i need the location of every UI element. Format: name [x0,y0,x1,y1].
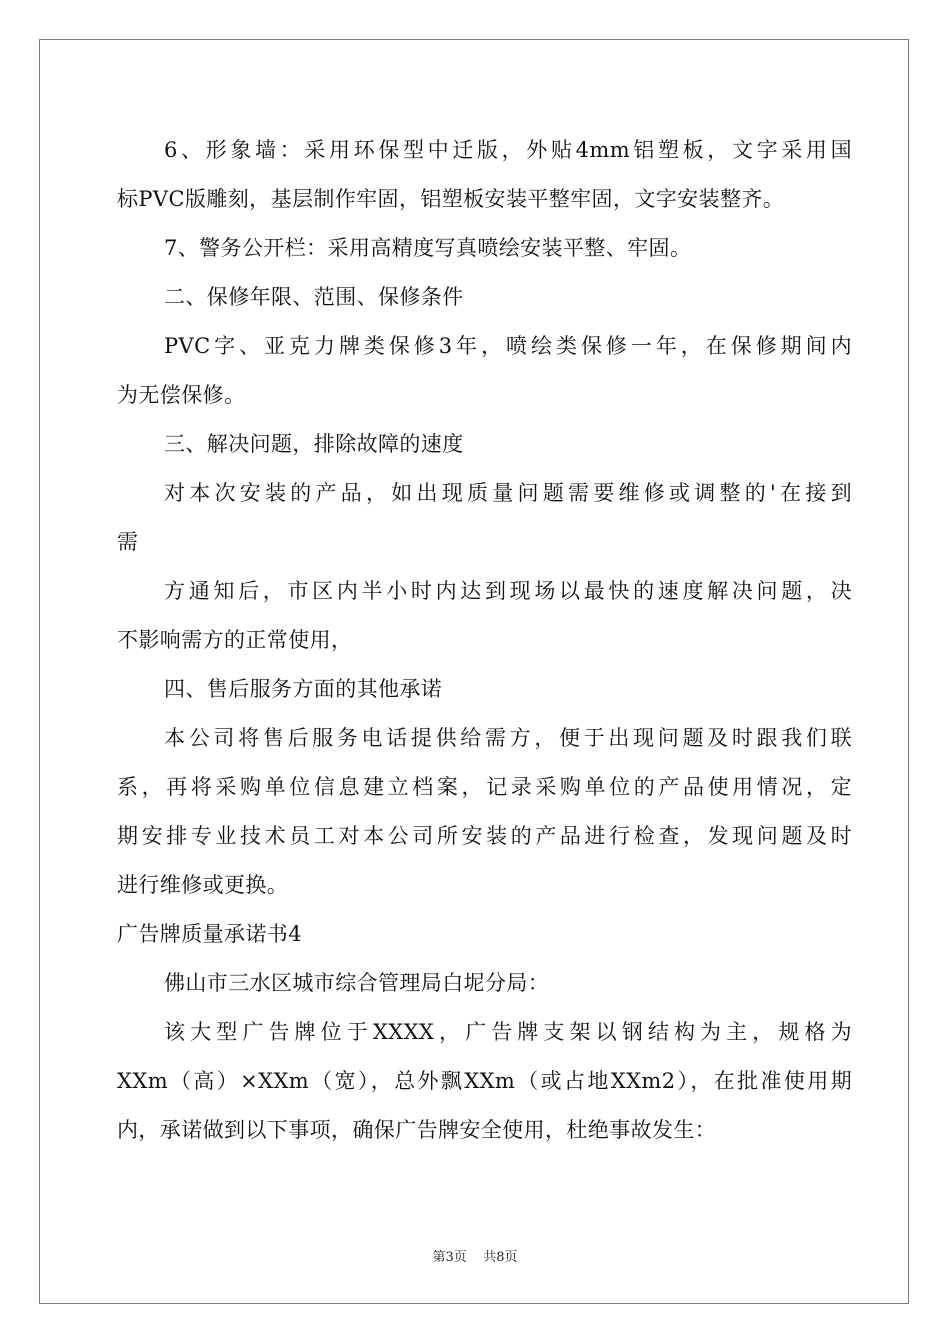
document-title: 广告牌质量承诺书4 [117,922,302,946]
paragraph-line: PVC字、亚克力牌类保修3年，喷绘类保修一年，在保修期间内 [164,334,852,358]
addressee-line: 佛山市三水区城市综合管理局白坭分局： [164,971,550,995]
paragraph-line: 进行维修或更换。 [117,873,289,897]
paragraph-line: 方通知后，市区内半小时内达到现场以最快的速度解决问题，决 [164,579,852,603]
paragraph-line: 系，再将采购单位信息建立档案，记录采购单位的产品使用情况，定 [117,775,852,799]
paragraph-line: 6、形象墙：采用环保型中迁版，外贴4mm铝塑板，文字采用国 [164,138,852,162]
section-heading: 二、保修年限、范围、保修条件 [164,285,464,309]
page-total: 共8页 [483,1250,518,1265]
document-body [117,126,852,1155]
page-number: 第3页 [432,1250,467,1265]
paragraph-line: 对本次安装的产品，如出现质量问题需要维修或调整的'在接到 [164,481,852,505]
paragraph-line: 需 [117,530,139,554]
paragraph-line: 该大型广告牌位于XXXX，广告牌支架以钢结构为主，规格为 [164,1020,852,1044]
paragraph-line: 标PVC版雕刻，基层制作牢固，铝塑板安装平整牢固，文字安装整齐。 [117,187,785,211]
section-heading: 三、解决问题，排除故障的速度 [164,432,464,456]
paragraph-line: 期安排专业技术员工对本公司所安装的产品进行检查，发现问题及时 [117,824,852,848]
page-footer [0,1246,950,1265]
paragraph-line: 为无偿保修。 [117,383,246,407]
paragraph-line: 内，承诺做到以下事项，确保广告牌安全使用，杜绝事故发生： [117,1118,717,1142]
paragraph-line: 本公司将售后服务电话提供给需方，便于出现问题及时跟我们联 [164,726,852,750]
section-heading: 四、售后服务方面的其他承诺 [164,677,443,701]
paragraph-line: 7、警务公开栏：采用高精度写真喷绘安装平整、牢固。 [164,236,692,260]
paragraph-line: 不影响需方的正常使用， [117,628,353,652]
paragraph-line: XXm（高）×XXm（宽），总外飘XXm（或占地XXm2），在批准使用期 [117,1069,852,1093]
